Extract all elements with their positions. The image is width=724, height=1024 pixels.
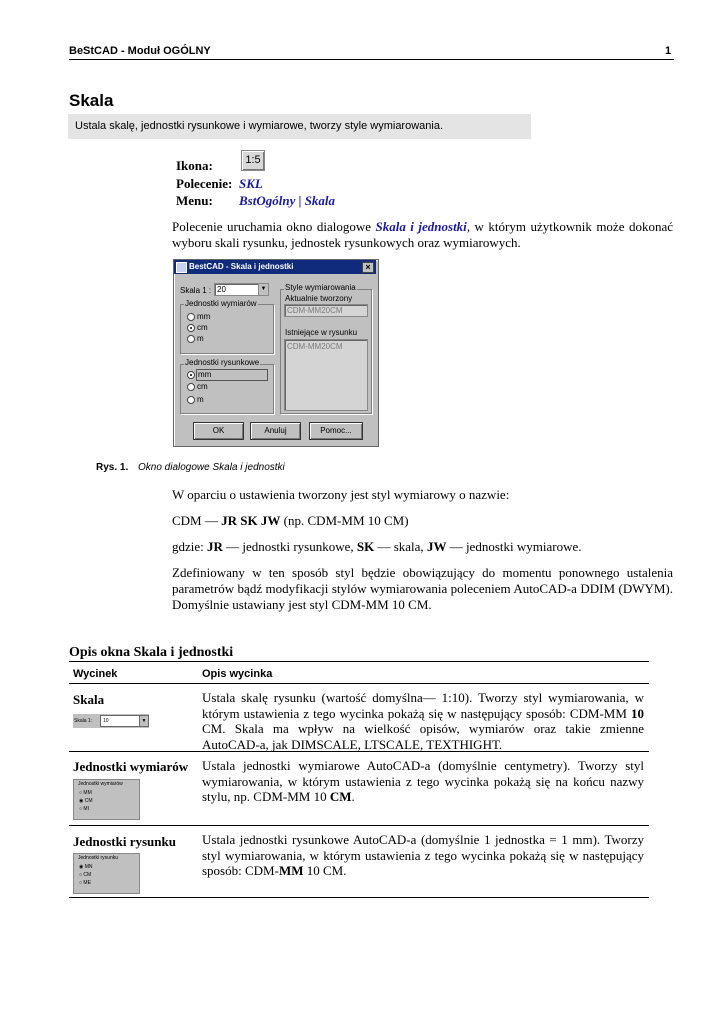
radio-dim-cm-label: cm bbox=[197, 323, 208, 332]
thumb-dim-opt-2: ◉ CM bbox=[79, 798, 93, 804]
legend-a: gdzie: bbox=[172, 539, 208, 554]
thumb-scale-value: 10 bbox=[103, 718, 109, 724]
dim-units-label: Jednostki wymiarów bbox=[185, 299, 257, 308]
current-style-field bbox=[284, 304, 368, 317]
paragraph-intro bbox=[172, 219, 673, 251]
page-number: 1 bbox=[665, 45, 672, 57]
app-icon bbox=[176, 262, 187, 273]
thumb-scale-label: Skala 1: bbox=[74, 718, 93, 724]
existing-style-item[interactable]: CDM-MM20CM bbox=[287, 342, 343, 351]
section-title: Opis okna Skala i jednostki bbox=[69, 645, 234, 660]
row-dim-units-thumb bbox=[73, 779, 140, 820]
thumb-dim-opt-3-text: MI bbox=[83, 806, 89, 812]
legend-g: — jednostki wymiarowe. bbox=[446, 539, 582, 554]
row-draw-units-name: Jednostki rysunku bbox=[73, 834, 176, 849]
styles-label: Style wymiarowania bbox=[285, 283, 356, 292]
table-header-col1: Wycinek bbox=[73, 668, 118, 680]
row-draw-units-desc bbox=[202, 832, 644, 879]
icon-label: Ikona: bbox=[176, 158, 213, 173]
dialog-title: BestCAD - Skala i jednostki bbox=[189, 262, 294, 271]
row-skala-desc bbox=[202, 690, 644, 752]
row-draw-desc-a: Ustala jednostki rysunkowe AutoCAD-a (domyślnie 1 jednostka = 1 mm). Tworzy styl wymiarowania, w którym ustawienia z tego wycinka pokażą się w następujący sposób: CDM- bbox=[202, 832, 644, 878]
current-style-value: CDM-MM20CM bbox=[287, 306, 343, 315]
thumb-draw-opt-3: ○ ME bbox=[79, 880, 91, 886]
legend-b: JR bbox=[207, 539, 223, 554]
row-dim-desc-a: Ustala jednostki wymiarowe AutoCAD-a (domyślnie centymetry). Tworzy styl wymiarowania, w którym ustawienia z tego wycinka pokażą się na końcu nazwy stylu, np. CDM-MM 10 bbox=[202, 758, 644, 804]
row-dim-units-desc bbox=[202, 758, 644, 805]
cancel-button[interactable]: Anuluj bbox=[250, 422, 301, 440]
existing-styles-list[interactable] bbox=[284, 339, 368, 411]
radio-draw-mm[interactable] bbox=[187, 371, 195, 379]
paragraph-format bbox=[172, 513, 409, 529]
row-skala-desc-b: 10 bbox=[631, 705, 644, 721]
scale-select-value: 20 bbox=[217, 285, 226, 294]
close-icon[interactable]: × bbox=[362, 262, 374, 273]
legend-e: — skala, bbox=[374, 539, 427, 554]
header-divider bbox=[69, 59, 674, 60]
thumb-dim-opt-1: ○ MM bbox=[79, 790, 92, 796]
row-dim-units-name: Jednostki wymiarów bbox=[73, 759, 189, 774]
format-example: (np. CDM-MM 10 CM) bbox=[280, 513, 409, 528]
dialog-name-link: Skala i jednostki bbox=[375, 219, 467, 234]
format-code: JR SK JW bbox=[221, 513, 281, 528]
intro-text: Ustala skalę, jednostki rysunkowe i wymiarowe, tworzy style wymiarowania. bbox=[75, 120, 444, 132]
legend-d: SK bbox=[356, 539, 375, 554]
paragraph-style-name: W oparciu o ustawienia tworzony jest styl wymiarowy o nazwie: bbox=[172, 487, 510, 502]
page-header-title: BeStCAD - Moduł OGÓLNY bbox=[69, 45, 211, 57]
radio-dim-mm[interactable] bbox=[187, 313, 195, 321]
thumb-dim-opt-3: ○ MI bbox=[79, 806, 89, 812]
para1-after: , w którym użytkownik może dokonać wyboru skali rysunku, jednostek rysunkowych oraz wymiarowych. bbox=[172, 219, 673, 250]
scale-select[interactable] bbox=[214, 283, 269, 296]
legend-c: — jednostki rysunkowe, bbox=[222, 539, 357, 554]
paragraph-definition: Zdefiniowany w ten sposób styl będzie obowiązujący do momentu ponownego ustalenia parametrów bądź modyfikacji stylów wymiarowania poleceniem AutoCAD-a DDIM (DWYM). Domyślnie ustawiany jest styl CDM-MM 10 CM. bbox=[172, 565, 673, 612]
radio-dim-m-label: m bbox=[197, 334, 204, 343]
thumb-draw-opt-2: ○ CM bbox=[79, 872, 92, 878]
thumb-draw-opt-2-text: CM bbox=[83, 872, 92, 878]
radio-dim-mm-label: mm bbox=[197, 312, 211, 321]
command-label: Polecenie: bbox=[176, 176, 233, 191]
table-header-col2: Opis wycinka bbox=[202, 668, 273, 680]
format-prefix: CDM — bbox=[172, 513, 222, 528]
menu-value: BstOgólny | Skala bbox=[239, 193, 336, 208]
menu-label: Menu: bbox=[176, 193, 213, 208]
scale-label: Skala 1 : bbox=[180, 286, 212, 295]
thumb-draw-opt-3-text: ME bbox=[83, 880, 91, 886]
row-dim-desc-c: . bbox=[351, 789, 355, 804]
radio-dim-m[interactable] bbox=[187, 335, 195, 343]
legend-f: JW bbox=[426, 539, 447, 554]
draw-units-label: Jednostki rysunkowe bbox=[185, 358, 260, 367]
row-draw-units-thumb bbox=[73, 853, 140, 894]
row-draw-desc-b: MM bbox=[278, 863, 304, 878]
radio-draw-m[interactable] bbox=[187, 396, 195, 404]
radio-dim-cm[interactable] bbox=[187, 324, 195, 332]
table-header-line bbox=[69, 683, 649, 684]
para1-before: Polecenie uruchamia okno dialogowe bbox=[172, 219, 376, 234]
thumb-dim-opt-1-text: MM bbox=[83, 790, 92, 796]
row-skala-name: Skala bbox=[73, 692, 105, 707]
thumb-draw-opt-1-text: MN bbox=[84, 864, 93, 870]
row-skala-thumb bbox=[73, 714, 149, 728]
radio-draw-mm-label: mm bbox=[198, 370, 212, 379]
thumb-draw-label: Jednostki rysunku bbox=[78, 855, 119, 861]
help-button[interactable]: Pomoc... bbox=[309, 422, 363, 440]
row-dim-desc-b: CM bbox=[329, 789, 352, 804]
scale-icon: 1:5 bbox=[241, 150, 265, 171]
row-skala-desc-c: CM. Skala ma wpływ na wielkość opisów, wymiarów oraz takie zmienne AutoCAD-a, jak DIMSCALE, LTSCALE, TEXTHIGHT. bbox=[202, 721, 644, 752]
thumb-scale-select bbox=[100, 715, 149, 727]
table-bottom-line bbox=[69, 897, 649, 898]
thumb-draw-opt-1: ◉ MN bbox=[79, 864, 93, 870]
thumb-dim-opt-2-text: CM bbox=[84, 798, 93, 804]
row-divider bbox=[69, 751, 649, 752]
row-skala-desc-a: Ustala skalę rysunku (wartość domyślna— 1:10). Tworzy styl wymiarowania, w którym ustawienia z tego wycinka pokażą się w następujący sposób: CDM-MM bbox=[202, 690, 644, 721]
chevron-down-icon: ▼ bbox=[258, 284, 268, 295]
table-top-line bbox=[69, 661, 649, 662]
page-title: Skala bbox=[69, 91, 114, 110]
ok-button[interactable]: OK bbox=[193, 422, 244, 440]
existing-styles-label: Istniejące w rysunku bbox=[285, 328, 358, 337]
chevron-down-icon: ▼ bbox=[139, 716, 148, 726]
radio-draw-cm-label: cm bbox=[197, 382, 208, 391]
current-style-label: Aktualnie tworzony bbox=[285, 294, 353, 303]
radio-draw-m-label: m bbox=[197, 395, 204, 404]
command-value: SKL bbox=[239, 176, 263, 191]
paragraph-legend bbox=[172, 539, 581, 555]
figure-caption: Okno dialogowe Skala i jednostki bbox=[138, 462, 285, 473]
row-draw-desc-c: 10 CM. bbox=[303, 863, 347, 878]
figure-number: Rys. 1. bbox=[96, 462, 129, 473]
thumb-dim-label: Jednostki wymiarów bbox=[78, 781, 123, 787]
row-divider bbox=[69, 825, 649, 826]
radio-draw-cm[interactable] bbox=[187, 383, 195, 391]
